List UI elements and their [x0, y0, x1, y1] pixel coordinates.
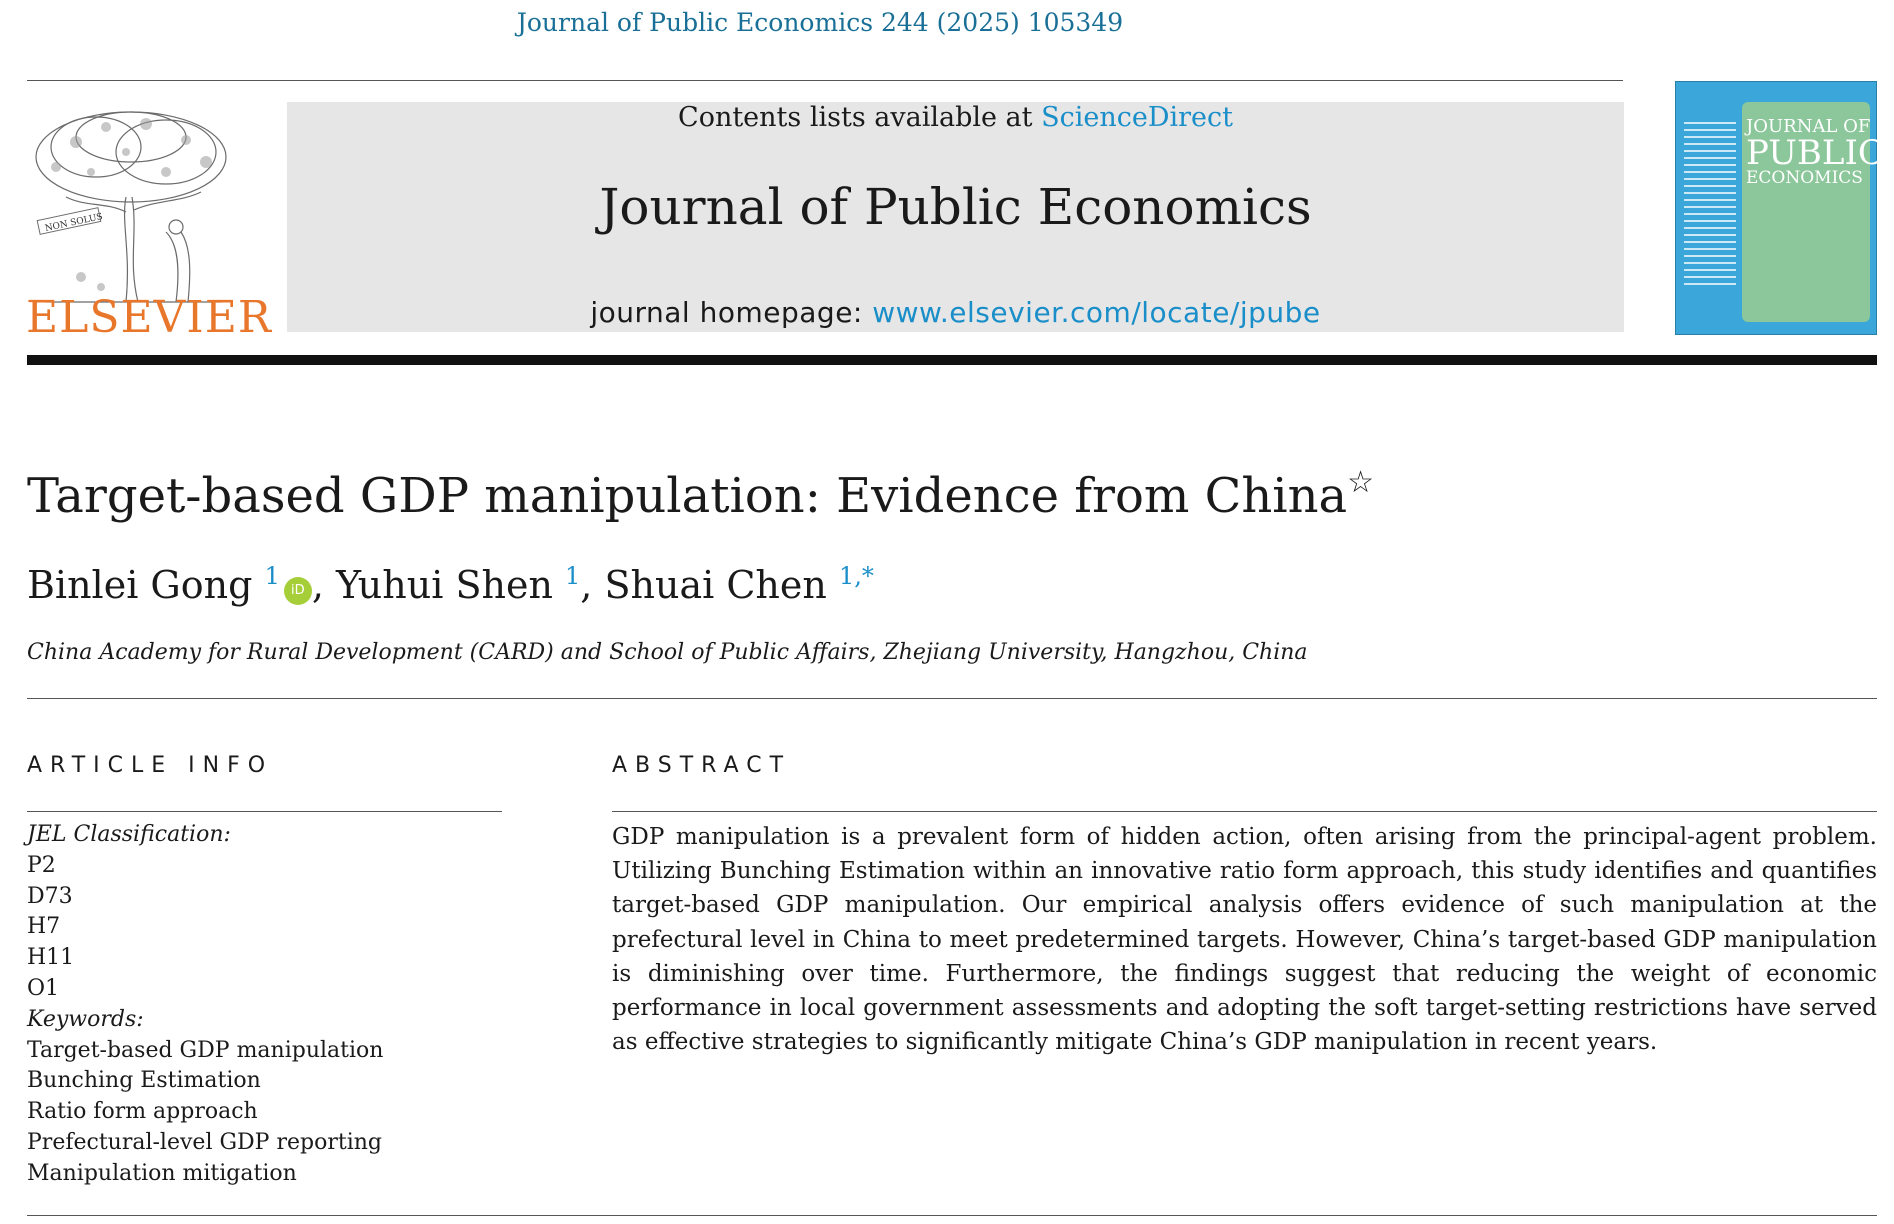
title-footnote-mark[interactable]: ☆ — [1347, 465, 1375, 500]
keywords-label: Keywords: — [27, 1006, 144, 1032]
header-thick-divider — [27, 355, 1877, 365]
keyword: Prefectural-level GDP reporting — [27, 1129, 382, 1155]
header-divider — [27, 80, 1623, 81]
jel-code: H7 — [27, 914, 61, 940]
cover-title-line3: ECONOMICS — [1746, 168, 1863, 188]
abstract-divider — [612, 811, 1877, 812]
abstract-text: GDP manipulation is a prevalent form of hidden action, often arising from the principal-agent problem. Utilizing Bunching Estimation within an innovative ratio form approach, this study identifies and quantifies target-based GDP manipulation. Our empirical analysis offers evidence of such manipulation at the prefectural level in China to meet predetermined targets. However, China’s target-based GDP manipulation is diminishing over time. Furthermore, the findings suggest that reducing the weight of economic performance in local government assessments and adopting the soft target-setting restrictions have served as effective strategies to significantly mitigate China’s GDP manipulation in recent years. — [612, 824, 1877, 1056]
keyword: Bunching Estimation — [27, 1068, 261, 1094]
contents-prefix: Contents lists available at — [678, 102, 1042, 133]
cover-title-line2: PUBLIC — [1746, 133, 1884, 173]
affiliation-mark[interactable]: 1 — [264, 562, 280, 590]
keyword: Target-based GDP manipulation — [27, 1037, 384, 1063]
contents-availability — [287, 102, 1624, 133]
cover-title-line1: JOURNAL OF — [1746, 116, 1871, 137]
journal-cover-thumbnail[interactable] — [1675, 81, 1884, 335]
paper-title-text: Target-based GDP manipulation: Evidence from China — [27, 468, 1348, 524]
paper-title — [27, 465, 1374, 524]
journal-homepage — [287, 296, 1624, 329]
jel-code: O1 — [27, 975, 60, 1001]
author-name: Shuai Chen — [604, 563, 827, 607]
homepage-prefix: journal homepage: — [590, 296, 873, 329]
article-info-divider — [27, 811, 502, 812]
jel-code: H11 — [27, 945, 75, 971]
cover-editor-list — [1684, 122, 1736, 290]
affiliation-mark[interactable]: 1,* — [838, 562, 874, 590]
jel-label: JEL Classification: — [27, 822, 231, 847]
author-list: Binlei Gong $^1$iD , Yuhui Shen $^1$, Shuai Chen $^{1,*}$ — [27, 562, 874, 607]
jel-code: P2 — [27, 852, 56, 878]
homepage-link[interactable]: www.elsevier.com/locate/jpube — [872, 296, 1321, 329]
section-divider — [27, 698, 1877, 699]
article-info — [27, 820, 487, 1190]
cover-title — [1746, 116, 1884, 188]
elsevier-logo-text[interactable]: ELSEVIER — [26, 292, 273, 343]
orcid-icon[interactable]: iD — [284, 577, 312, 605]
author-name: Yuhui Shen — [336, 563, 553, 607]
affiliation-mark[interactable]: 1 — [565, 562, 581, 590]
abstract-heading: ABSTRACT — [612, 753, 792, 778]
affiliation: China Academy for Rural Development (CARD) and School of Public Affairs, Zhejiang University, Hangzhou, China — [27, 640, 1308, 665]
keyword: Ratio form approach — [27, 1099, 258, 1125]
sciencedirect-link[interactable]: ScienceDirect — [1041, 102, 1233, 133]
author-name: Binlei Gong — [27, 563, 253, 607]
journal-name: Journal of Public Economics — [599, 178, 1312, 236]
jel-code: D73 — [27, 883, 73, 909]
keyword: Manipulation mitigation — [27, 1160, 297, 1186]
journal-citation[interactable]: Journal of Public Economics 244 (2025) 105349 — [516, 8, 1124, 37]
article-info-heading: ARTICLE INFO — [27, 753, 274, 778]
footer-divider — [27, 1215, 1877, 1216]
logo-motto: NON SOLUS — [44, 212, 104, 235]
